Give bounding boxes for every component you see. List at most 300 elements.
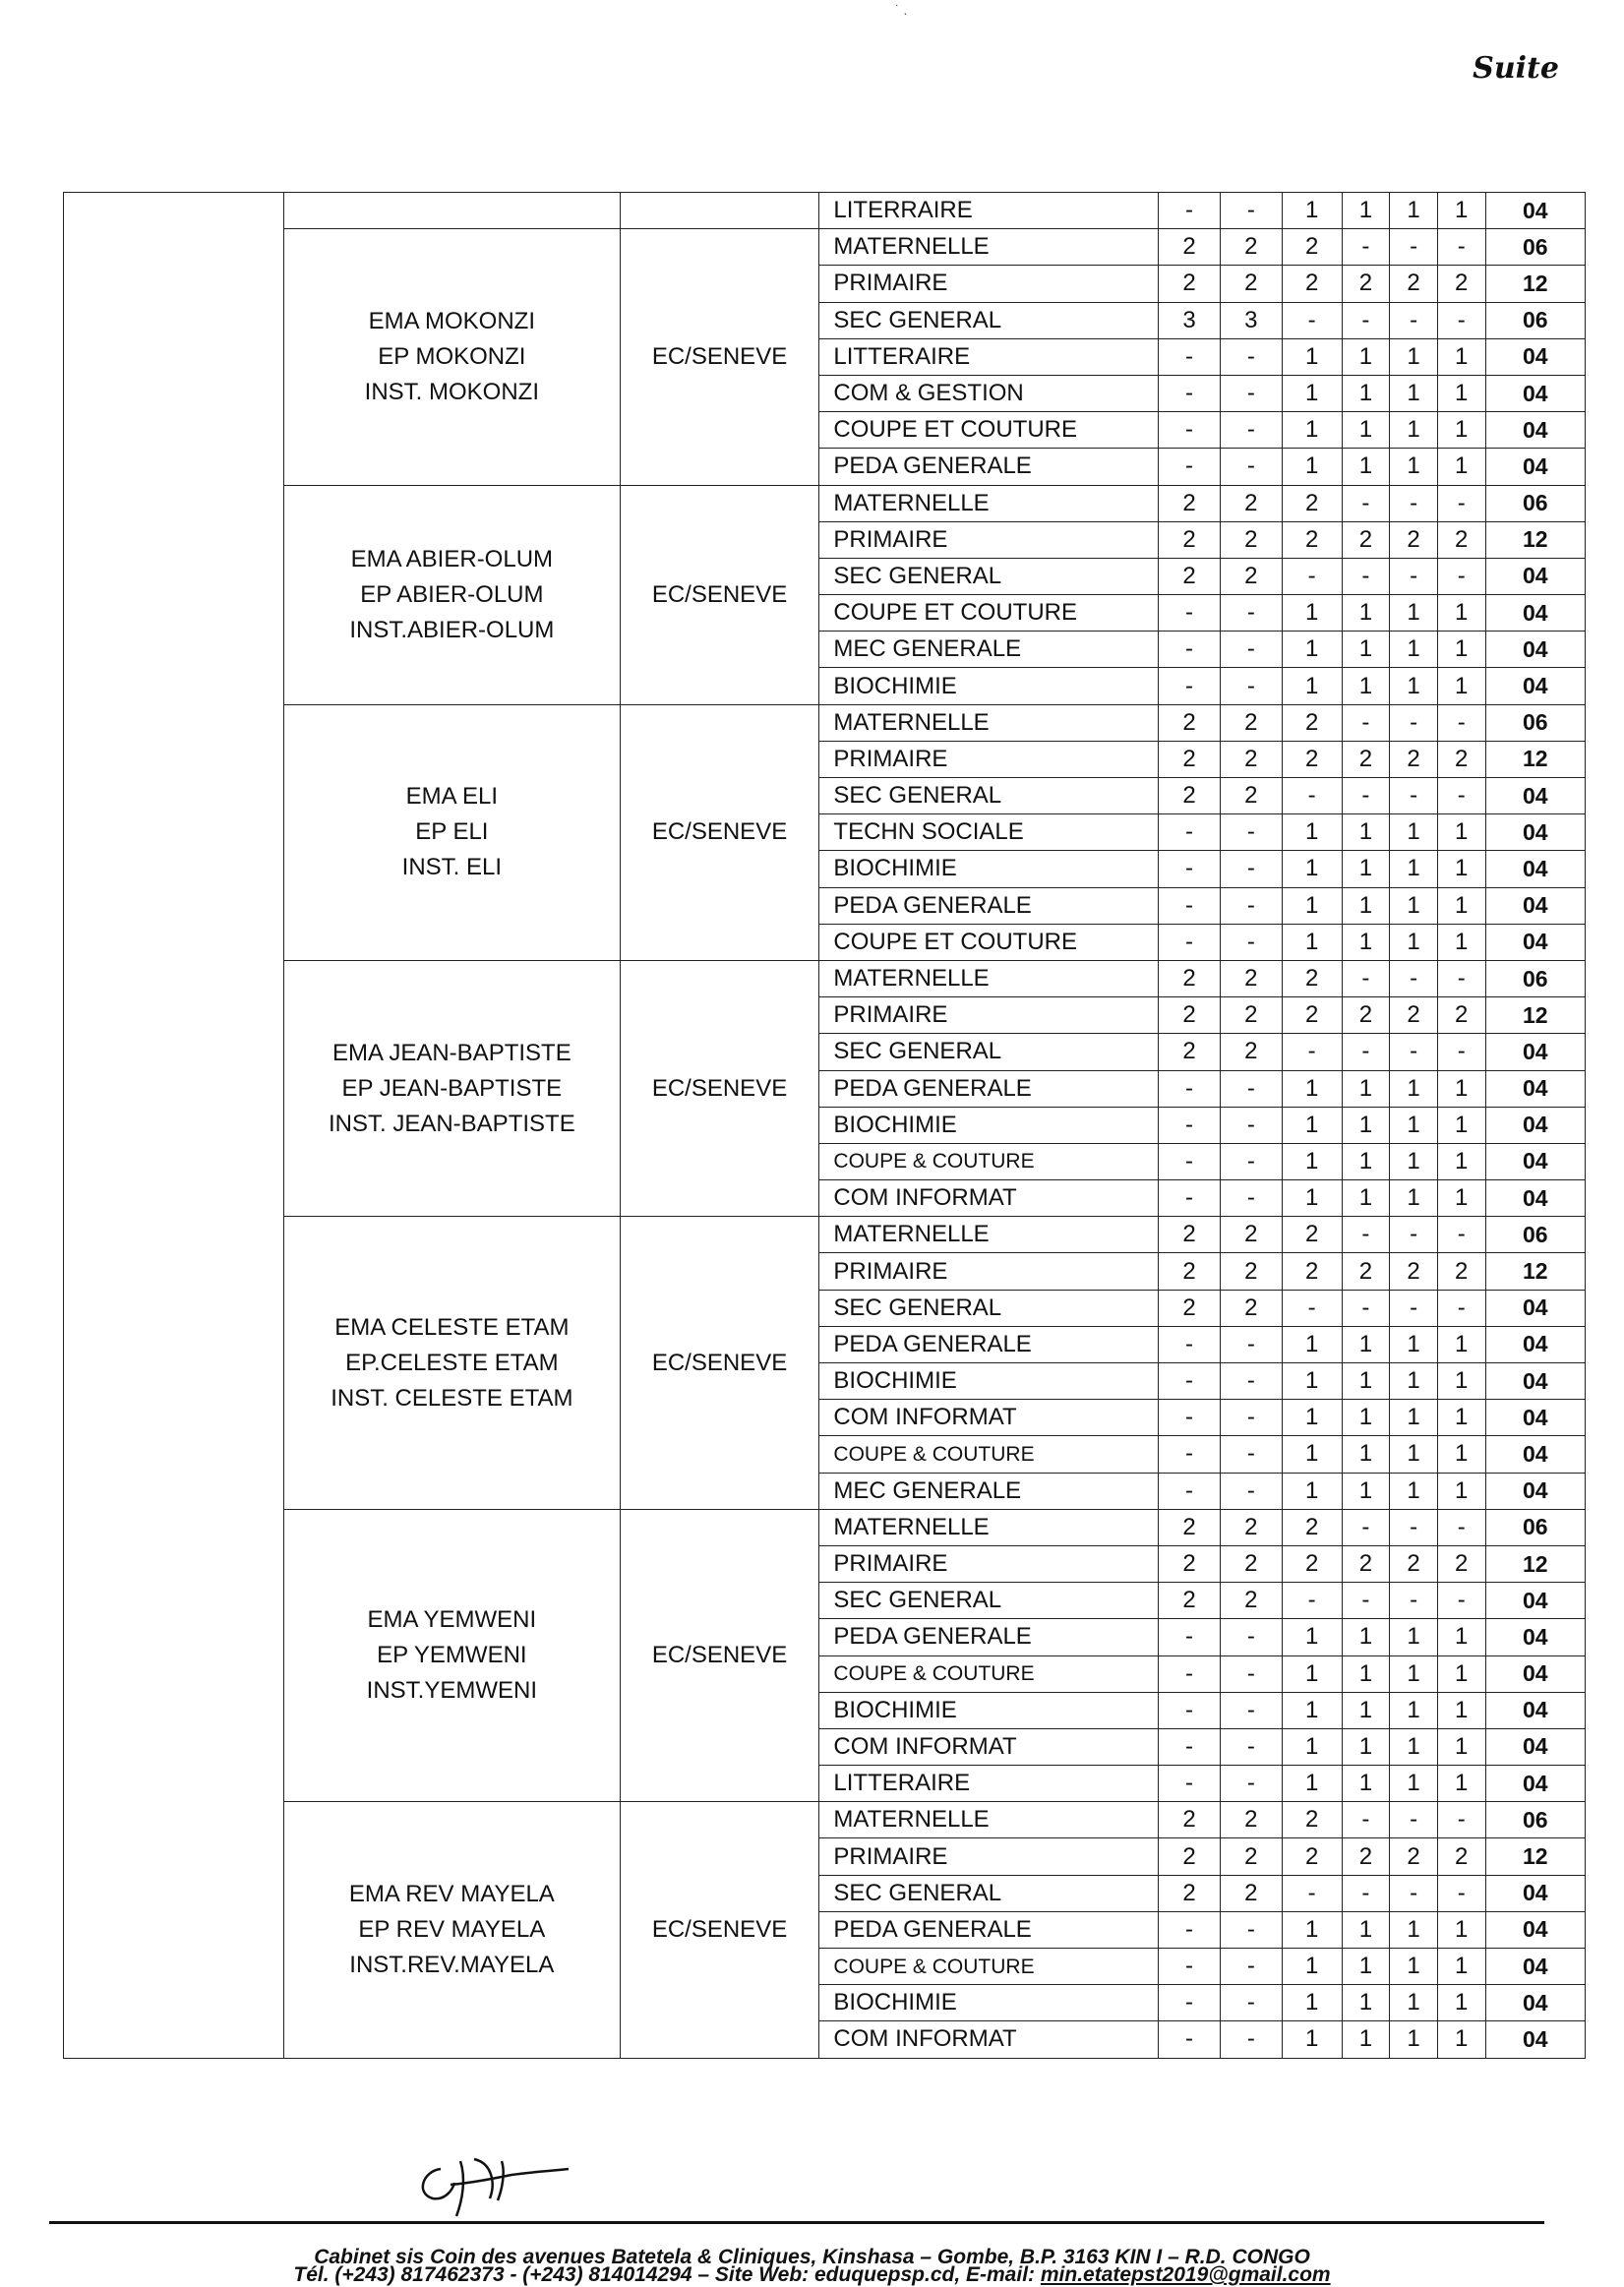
class-count-cell: 1	[1282, 1985, 1342, 2021]
class-count-cell: 2	[1342, 521, 1390, 558]
class-count-cell: 2	[1159, 1509, 1221, 1545]
class-count-cell: 1	[1390, 1911, 1438, 1948]
class-count-cell: 1	[1437, 1473, 1485, 1509]
option-cell: MATERNELLE	[819, 485, 1159, 521]
table-row	[64, 485, 1586, 521]
class-count-cell: 2	[1390, 266, 1438, 302]
class-count-cell: -	[1159, 814, 1221, 851]
class-count-cell: 1	[1282, 887, 1342, 924]
class-count-cell: -	[1220, 1655, 1282, 1692]
class-count-cell: -	[1159, 1692, 1221, 1728]
footer-rule	[49, 2221, 1544, 2224]
school-name: EMA CELESTE ETAM	[334, 1313, 570, 1341]
option-cell: MATERNELLE	[819, 1802, 1159, 1838]
class-count-cell: 2	[1159, 997, 1221, 1034]
total-cell: 04	[1485, 1911, 1585, 1948]
school-names-cell	[284, 193, 621, 229]
class-count-cell: 1	[1437, 1766, 1485, 1802]
school-name: INST. MOKONZI	[364, 378, 540, 405]
class-count-cell: 1	[1390, 924, 1438, 960]
class-count-cell: 1	[1342, 1949, 1390, 1985]
class-count-cell: 2	[1437, 1838, 1485, 1875]
class-count-cell: 1	[1342, 1619, 1390, 1655]
option-cell: SEC GENERAL	[819, 1034, 1159, 1070]
class-count-cell: -	[1159, 924, 1221, 960]
class-count-cell: 1	[1282, 1143, 1342, 1179]
total-cell: 12	[1485, 741, 1585, 777]
school-name: INST.REV.MAYELA	[349, 1951, 555, 1978]
total-cell: 04	[1485, 1692, 1585, 1728]
school-name: INST. ELI	[401, 854, 503, 881]
class-count-cell: 2	[1220, 1838, 1282, 1875]
school-name: EP YEMWENI	[377, 1642, 527, 1668]
option-cell: SEC GENERAL	[819, 1583, 1159, 1619]
class-count-cell: 1	[1437, 1400, 1485, 1436]
total-cell: 04	[1485, 1290, 1585, 1326]
class-count-cell: -	[1390, 1583, 1438, 1619]
option-cell: SEC GENERAL	[819, 558, 1159, 594]
total-cell: 04	[1485, 2021, 1585, 2058]
class-count-cell: -	[1159, 1766, 1221, 1802]
footer-address: Cabinet sis Coin des avenues Batetela & Cliniques, Kinshasa – Gombe, B.P. 3163 KIN I – R.D. CONGO	[314, 2246, 1310, 2268]
option-cell: MATERNELLE	[819, 960, 1159, 996]
total-cell: 04	[1485, 1400, 1585, 1436]
option-cell: PRIMAIRE	[819, 1838, 1159, 1875]
school-names-cell	[284, 485, 621, 704]
class-count-cell: 1	[1282, 1949, 1342, 1985]
class-count-cell: 2	[1220, 1802, 1282, 1838]
school-name: EMA MOKONZI	[368, 307, 536, 334]
class-count-cell: -	[1437, 704, 1485, 741]
class-count-cell: -	[1342, 1034, 1390, 1070]
option-cell: MEC GENERALE	[819, 1473, 1159, 1509]
class-count-cell: 1	[1437, 924, 1485, 960]
class-count-cell: 1	[1282, 1655, 1342, 1692]
table-row	[64, 704, 1586, 741]
class-count-cell: 1	[1342, 1107, 1390, 1143]
class-count-cell: 2	[1390, 1545, 1438, 1582]
class-count-cell: 1	[1390, 1143, 1438, 1179]
class-count-cell: -	[1342, 558, 1390, 594]
class-count-cell: -	[1437, 1290, 1485, 1326]
network-cell: EC/SENEVE	[620, 1217, 819, 1510]
class-count-cell: 1	[1437, 1436, 1485, 1473]
class-count-cell: 1	[1282, 1070, 1342, 1107]
network-cell: EC/SENEVE	[620, 485, 819, 704]
class-count-cell: 1	[1437, 449, 1485, 485]
class-count-cell: 1	[1342, 1180, 1390, 1217]
option-cell: COUPE & COUTURE	[819, 1949, 1159, 1985]
total-cell: 04	[1485, 1619, 1585, 1655]
class-count-cell: 2	[1159, 558, 1221, 594]
table-row	[64, 193, 1586, 229]
class-count-cell: -	[1220, 1180, 1282, 1217]
class-count-cell: -	[1437, 485, 1485, 521]
class-count-cell: 1	[1390, 1326, 1438, 1362]
class-count-cell: 2	[1159, 778, 1221, 814]
option-cell: BIOCHIMIE	[819, 668, 1159, 704]
class-count-cell: 1	[1390, 1107, 1438, 1143]
class-count-cell: -	[1159, 1473, 1221, 1509]
class-count-cell: 1	[1282, 1728, 1342, 1765]
total-cell: 06	[1485, 485, 1585, 521]
option-cell: SEC GENERAL	[819, 778, 1159, 814]
class-count-cell: -	[1342, 1875, 1390, 1911]
class-count-cell: -	[1220, 1985, 1282, 2021]
class-count-cell: 1	[1437, 632, 1485, 668]
class-count-cell: 2	[1220, 1583, 1282, 1619]
option-cell: PRIMAIRE	[819, 997, 1159, 1034]
class-count-cell: -	[1390, 558, 1438, 594]
class-count-cell: 1	[1342, 1363, 1390, 1400]
class-count-cell: 1	[1282, 1326, 1342, 1362]
class-count-cell: 2	[1282, 485, 1342, 521]
total-cell: 04	[1485, 1985, 1585, 2021]
class-count-cell: 2	[1220, 1875, 1282, 1911]
class-count-cell: -	[1437, 302, 1485, 338]
class-count-cell: -	[1390, 704, 1438, 741]
option-cell: PEDA GENERALE	[819, 887, 1159, 924]
class-count-cell: -	[1342, 229, 1390, 266]
class-count-cell: -	[1220, 1436, 1282, 1473]
school-name: EP REV MAYELA	[358, 1915, 546, 1943]
suite-label: Suite	[1473, 51, 1559, 86]
class-count-cell: -	[1220, 924, 1282, 960]
class-count-cell: 2	[1437, 266, 1485, 302]
option-cell: BIOCHIMIE	[819, 851, 1159, 887]
class-count-cell: -	[1220, 449, 1282, 485]
class-count-cell: 2	[1159, 1802, 1221, 1838]
class-count-cell: 1	[1390, 851, 1438, 887]
class-count-cell: 1	[1282, 375, 1342, 411]
class-count-cell: 1	[1342, 1655, 1390, 1692]
class-count-cell: -	[1220, 595, 1282, 632]
class-count-cell: 1	[1282, 668, 1342, 704]
class-count-cell: 2	[1390, 521, 1438, 558]
class-count-cell: 1	[1342, 1070, 1390, 1107]
class-count-cell: -	[1282, 1290, 1342, 1326]
school-name: EP JEAN-BAPTISTE	[341, 1074, 563, 1102]
school-names-cell	[284, 704, 621, 960]
option-cell: LITERRAIRE	[819, 193, 1159, 229]
total-cell: 04	[1485, 632, 1585, 668]
class-count-cell: 2	[1220, 778, 1282, 814]
class-count-cell: -	[1282, 302, 1342, 338]
class-count-cell: 1	[1342, 193, 1390, 229]
school-names-cell	[284, 1217, 621, 1510]
class-count-cell: -	[1159, 2021, 1221, 2058]
option-cell: PRIMAIRE	[819, 521, 1159, 558]
total-cell: 06	[1485, 960, 1585, 996]
class-count-cell: -	[1220, 1949, 1282, 1985]
footer-email-link[interactable]: min.etatepst2019@gmail.com	[1040, 2263, 1331, 2286]
option-cell: SEC GENERAL	[819, 302, 1159, 338]
school-names-cell	[284, 229, 621, 485]
class-count-cell: 2	[1159, 1290, 1221, 1326]
class-count-cell: 1	[1437, 1655, 1485, 1692]
class-count-cell: 1	[1390, 1363, 1438, 1400]
class-count-cell: 1	[1390, 1655, 1438, 1692]
option-cell: COM INFORMAT	[819, 1728, 1159, 1765]
class-count-cell: 2	[1282, 1545, 1342, 1582]
class-count-cell: 1	[1437, 1911, 1485, 1948]
total-cell: 06	[1485, 1509, 1585, 1545]
class-count-cell: -	[1220, 1692, 1282, 1728]
class-count-cell: -	[1159, 1985, 1221, 2021]
class-count-cell: 2	[1159, 1875, 1221, 1911]
class-count-cell: 1	[1390, 412, 1438, 449]
class-count-cell: 2	[1282, 741, 1342, 777]
class-count-cell: -	[1220, 668, 1282, 704]
class-count-cell: 1	[1282, 1400, 1342, 1436]
option-cell: PRIMAIRE	[819, 266, 1159, 302]
class-count-cell: -	[1390, 1290, 1438, 1326]
class-count-cell: 1	[1437, 1949, 1485, 1985]
class-count-cell: 2	[1342, 741, 1390, 777]
class-count-cell: -	[1282, 558, 1342, 594]
option-cell: BIOCHIMIE	[819, 1363, 1159, 1400]
school-name: EP ABIER-OLUM	[360, 580, 544, 608]
class-count-cell: -	[1220, 1473, 1282, 1509]
class-count-cell: 1	[1437, 851, 1485, 887]
class-count-cell: 2	[1437, 521, 1485, 558]
class-count-cell: -	[1159, 1400, 1221, 1436]
class-count-cell: -	[1220, 1070, 1282, 1107]
class-count-cell: -	[1282, 1583, 1342, 1619]
class-count-cell: 2	[1282, 229, 1342, 266]
table-row	[64, 1217, 1586, 1253]
class-count-cell: -	[1437, 1034, 1485, 1070]
total-cell: 04	[1485, 1473, 1585, 1509]
option-cell: PEDA GENERALE	[819, 449, 1159, 485]
class-count-cell: -	[1220, 1107, 1282, 1143]
table-row	[64, 1509, 1586, 1545]
option-cell: PEDA GENERALE	[819, 1326, 1159, 1362]
class-count-cell: -	[1220, 1400, 1282, 1436]
school-name: INST.ABIER-OLUM	[349, 616, 555, 643]
class-count-cell: 2	[1390, 1838, 1438, 1875]
class-count-cell: 1	[1282, 1363, 1342, 1400]
class-count-cell: -	[1159, 1143, 1221, 1179]
school-names-cell	[284, 1802, 621, 2058]
total-cell: 04	[1485, 1655, 1585, 1692]
class-count-cell: 1	[1282, 632, 1342, 668]
class-count-cell: 2	[1282, 997, 1342, 1034]
total-cell: 04	[1485, 851, 1585, 887]
network-cell: EC/SENEVE	[620, 229, 819, 485]
total-cell: 12	[1485, 1838, 1585, 1875]
class-count-cell: 1	[1437, 1728, 1485, 1765]
total-cell: 04	[1485, 1583, 1585, 1619]
class-count-cell: -	[1282, 778, 1342, 814]
class-count-cell: 2	[1282, 1253, 1342, 1290]
class-count-cell: 1	[1342, 1985, 1390, 2021]
class-count-cell: -	[1437, 778, 1485, 814]
class-count-cell: 1	[1342, 595, 1390, 632]
class-count-cell: 2	[1220, 1034, 1282, 1070]
class-count-cell: 1	[1282, 924, 1342, 960]
class-count-cell: -	[1220, 1728, 1282, 1765]
table-row	[64, 229, 1586, 266]
class-count-cell: 2	[1159, 741, 1221, 777]
class-count-cell: 1	[1282, 595, 1342, 632]
total-cell: 06	[1485, 704, 1585, 741]
class-count-cell: 2	[1282, 960, 1342, 996]
class-count-cell: -	[1437, 1583, 1485, 1619]
total-cell: 06	[1485, 1802, 1585, 1838]
class-count-cell: 2	[1159, 1583, 1221, 1619]
total-cell: 12	[1485, 1545, 1585, 1582]
class-count-cell: -	[1159, 1655, 1221, 1692]
class-count-cell: -	[1437, 558, 1485, 594]
class-count-cell: 1	[1342, 887, 1390, 924]
class-count-cell: 2	[1159, 1545, 1221, 1582]
class-count-cell: 2	[1282, 266, 1342, 302]
class-count-cell: 1	[1342, 851, 1390, 887]
class-count-cell: 2	[1159, 1838, 1221, 1875]
option-cell: COUPE & COUTURE	[819, 1655, 1159, 1692]
class-count-cell: 2	[1220, 1290, 1282, 1326]
total-cell: 04	[1485, 1949, 1585, 1985]
class-count-cell: -	[1159, 1911, 1221, 1948]
class-count-cell: 2	[1220, 485, 1282, 521]
option-cell: COUPE ET COUTURE	[819, 924, 1159, 960]
option-cell: BIOCHIMIE	[819, 1985, 1159, 2021]
signature	[403, 2139, 620, 2218]
class-count-cell: -	[1159, 1949, 1221, 1985]
class-count-cell: 2	[1159, 521, 1221, 558]
class-count-cell: 1	[1390, 1400, 1438, 1436]
class-count-cell: 2	[1437, 997, 1485, 1034]
option-cell: COUPE & COUTURE	[819, 1436, 1159, 1473]
class-count-cell: 1	[1342, 1143, 1390, 1179]
option-cell: SEC GENERAL	[819, 1290, 1159, 1326]
school-name: EMA YEMWENI	[367, 1606, 537, 1633]
class-count-cell: -	[1220, 1619, 1282, 1655]
school-name: EMA ELI	[405, 783, 499, 811]
class-count-cell: 1	[1282, 412, 1342, 449]
footer-contact	[0, 2263, 1624, 2287]
class-count-cell: 3	[1220, 302, 1282, 338]
class-count-cell: 1	[1390, 1728, 1438, 1765]
school-allocation-table	[63, 192, 1586, 2059]
class-count-cell: 1	[1390, 1436, 1438, 1473]
class-count-cell: 1	[1390, 1070, 1438, 1107]
class-count-cell: 1	[1390, 375, 1438, 411]
class-count-cell: 2	[1220, 266, 1282, 302]
class-count-cell: -	[1159, 1180, 1221, 1217]
class-count-cell: 1	[1342, 1728, 1390, 1765]
total-cell: 06	[1485, 1217, 1585, 1253]
class-count-cell: -	[1342, 1509, 1390, 1545]
class-count-cell: 2	[1220, 229, 1282, 266]
total-cell: 04	[1485, 558, 1585, 594]
class-count-cell: -	[1159, 1619, 1221, 1655]
class-count-cell: -	[1159, 1107, 1221, 1143]
class-count-cell: 1	[1437, 1107, 1485, 1143]
total-cell: 06	[1485, 302, 1585, 338]
total-cell: 04	[1485, 1107, 1585, 1143]
class-count-cell: -	[1437, 1509, 1485, 1545]
class-count-cell: 1	[1342, 1766, 1390, 1802]
total-cell: 04	[1485, 1180, 1585, 1217]
option-cell: COM INFORMAT	[819, 2021, 1159, 2058]
total-cell: 06	[1485, 229, 1585, 266]
total-cell: 04	[1485, 1034, 1585, 1070]
school-names-cell	[284, 960, 621, 1216]
class-count-cell: 2	[1342, 1253, 1390, 1290]
class-count-cell: 1	[1437, 338, 1485, 375]
class-count-cell: 2	[1220, 960, 1282, 996]
class-count-cell: 1	[1342, 375, 1390, 411]
class-count-cell: 2	[1159, 485, 1221, 521]
class-count-cell: 1	[1282, 1473, 1342, 1509]
class-count-cell: 1	[1282, 1766, 1342, 1802]
class-count-cell: -	[1159, 338, 1221, 375]
class-count-cell: 2	[1282, 704, 1342, 741]
option-cell: COUPE ET COUTURE	[819, 595, 1159, 632]
class-count-cell: 1	[1437, 668, 1485, 704]
class-count-cell: -	[1342, 1217, 1390, 1253]
total-cell: 04	[1485, 193, 1585, 229]
class-count-cell: 1	[1282, 193, 1342, 229]
class-count-cell: 1	[1390, 887, 1438, 924]
class-count-cell: -	[1159, 193, 1221, 229]
class-count-cell: 3	[1159, 302, 1221, 338]
option-cell: PEDA GENERALE	[819, 1619, 1159, 1655]
network-cell: EC/SENEVE	[620, 1802, 819, 2058]
school-name: INST. CELESTE ETAM	[331, 1384, 573, 1412]
total-cell: 04	[1485, 412, 1585, 449]
class-count-cell: 2	[1282, 1509, 1342, 1545]
class-count-cell: 1	[1390, 1766, 1438, 1802]
class-count-cell: -	[1220, 814, 1282, 851]
class-count-cell: -	[1159, 1326, 1221, 1362]
class-count-cell: -	[1220, 632, 1282, 668]
class-count-cell: 1	[1437, 193, 1485, 229]
network-cell: EC/SENEVE	[620, 960, 819, 1216]
class-count-cell: 2	[1159, 1034, 1221, 1070]
school-name: INST. JEAN-BAPTISTE	[328, 1110, 575, 1137]
class-count-cell: -	[1342, 1583, 1390, 1619]
table-row	[64, 1802, 1586, 1838]
class-count-cell: 1	[1437, 887, 1485, 924]
class-count-cell: 1	[1282, 1107, 1342, 1143]
total-cell: 04	[1485, 449, 1585, 485]
class-count-cell: -	[1342, 485, 1390, 521]
class-count-cell: -	[1342, 704, 1390, 741]
class-count-cell: 1	[1342, 1400, 1390, 1436]
table-row	[64, 960, 1586, 996]
total-cell: 04	[1485, 1728, 1585, 1765]
class-count-cell: -	[1282, 1034, 1342, 1070]
option-cell: MATERNELLE	[819, 229, 1159, 266]
option-cell: TECHN SOCIALE	[819, 814, 1159, 851]
area-column	[64, 193, 284, 2059]
class-count-cell: -	[1437, 960, 1485, 996]
school-name: EP MOKONZI	[378, 342, 526, 370]
class-count-cell: -	[1159, 1436, 1221, 1473]
total-cell: 04	[1485, 1436, 1585, 1473]
class-count-cell: -	[1342, 960, 1390, 996]
school-name: INST.YEMWENI	[366, 1677, 538, 1704]
class-count-cell: 1	[1437, 1619, 1485, 1655]
class-count-cell: -	[1437, 1875, 1485, 1911]
class-count-cell: -	[1159, 1728, 1221, 1765]
class-count-cell: 2	[1220, 1217, 1282, 1253]
class-count-cell: -	[1342, 302, 1390, 338]
class-count-cell: -	[1220, 338, 1282, 375]
